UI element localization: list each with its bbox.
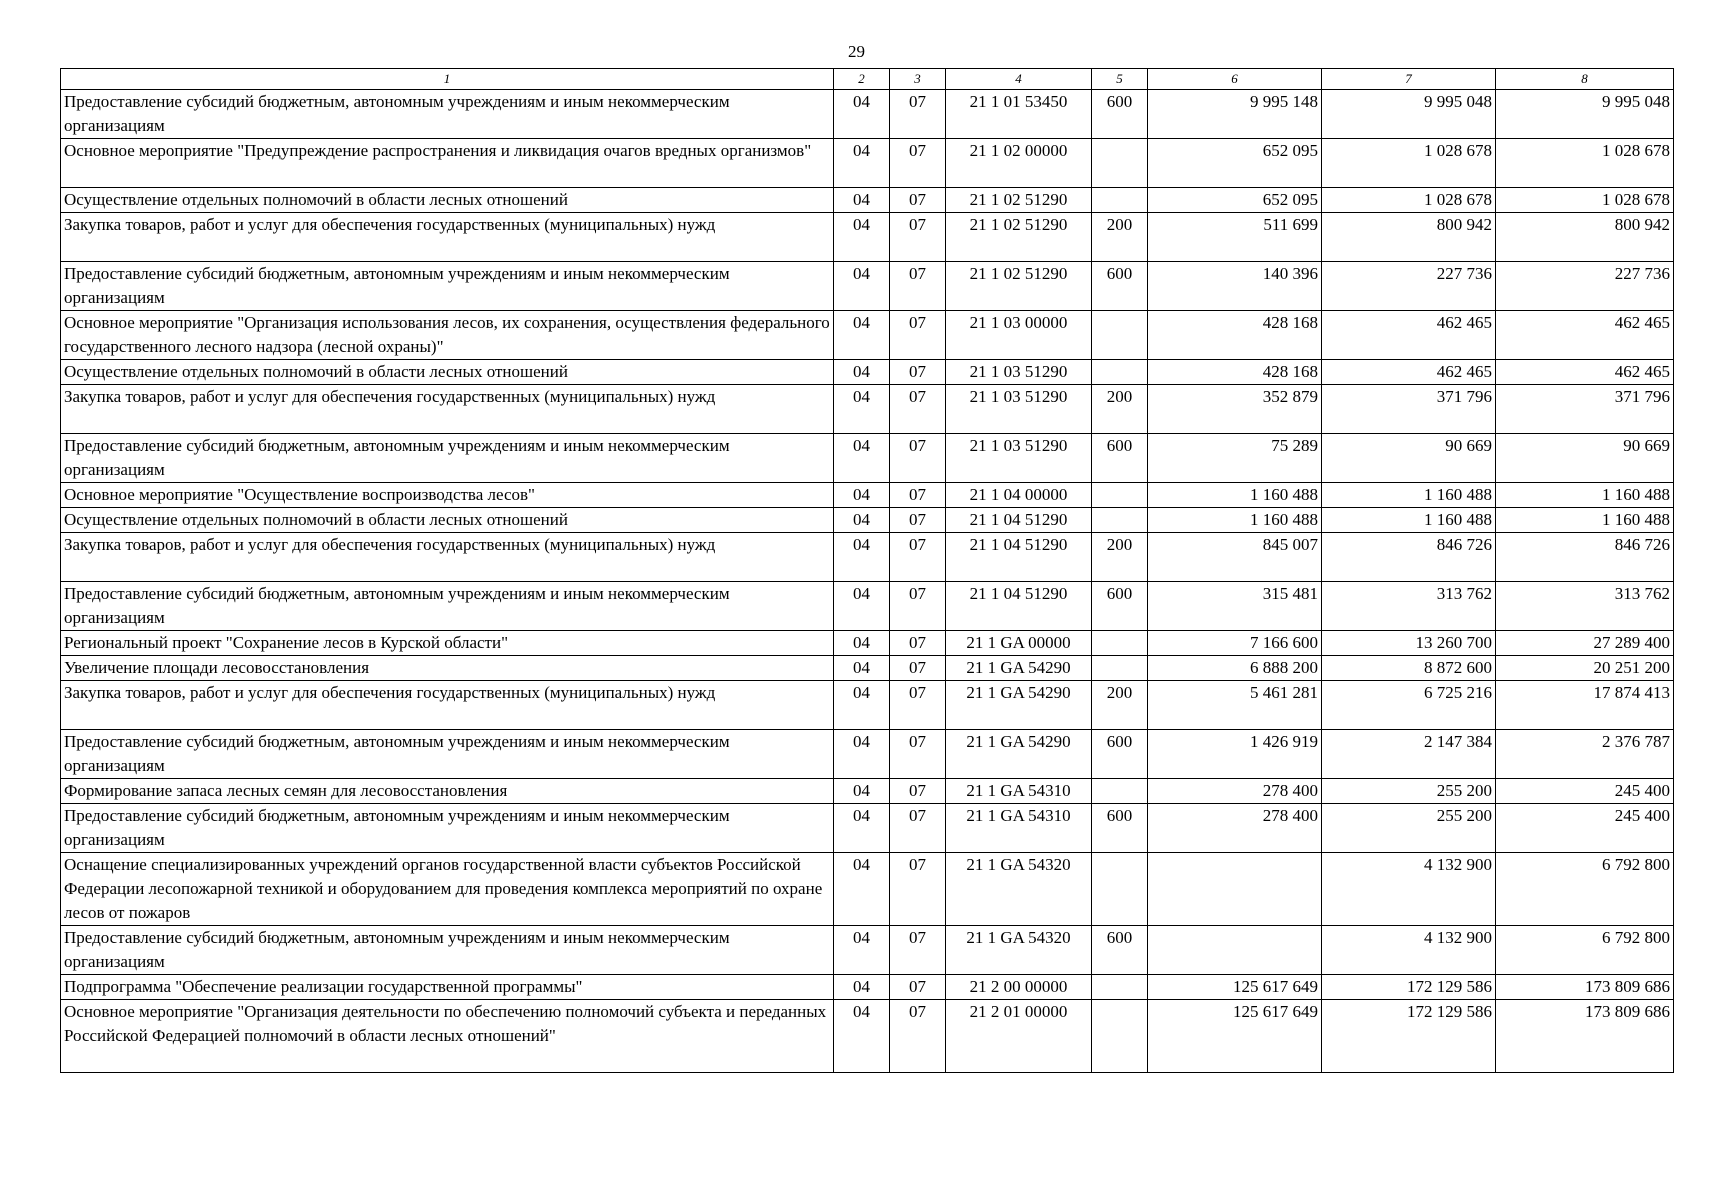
amount-year-3: 1 160 488 xyxy=(1496,483,1674,508)
row-description: Закупка товаров, работ и услуг для обеспечения государственных (муниципальных) нужд xyxy=(61,385,834,434)
amount-year-2: 846 726 xyxy=(1322,533,1496,582)
row-description: Основное мероприятие "Предупреждение распространения и ликвидация очагов вредных организмов" xyxy=(61,139,834,188)
section-code: 04 xyxy=(834,311,890,360)
table-row xyxy=(61,533,1674,582)
row-description: Предоставление субсидий бюджетным, автономным учреждениям и иным некоммерческим организациям xyxy=(61,90,834,139)
amount-year-1: 125 617 649 xyxy=(1148,975,1322,1000)
amount-year-3: 6 792 800 xyxy=(1496,853,1674,926)
amount-year-2: 227 736 xyxy=(1322,262,1496,311)
table-row xyxy=(61,188,1674,213)
row-description: Предоставление субсидий бюджетным, автономным учреждениям и иным некоммерческим организациям xyxy=(61,582,834,631)
amount-year-2: 4 132 900 xyxy=(1322,853,1496,926)
amount-year-1: 6 888 200 xyxy=(1148,656,1322,681)
amount-year-1: 278 400 xyxy=(1148,779,1322,804)
target-article-code: 21 1 02 51290 xyxy=(946,188,1092,213)
row-description: Закупка товаров, работ и услуг для обеспечения государственных (муниципальных) нужд xyxy=(61,213,834,262)
column-header: 6 xyxy=(1148,69,1322,90)
section-code: 04 xyxy=(834,1000,890,1073)
amount-year-1 xyxy=(1148,853,1322,926)
amount-year-2: 1 160 488 xyxy=(1322,483,1496,508)
amount-year-3: 313 762 xyxy=(1496,582,1674,631)
amount-year-2: 1 028 678 xyxy=(1322,139,1496,188)
subsection-code: 07 xyxy=(890,730,946,779)
table-row xyxy=(61,434,1674,483)
table-row xyxy=(61,90,1674,139)
row-description: Региональный проект "Сохранение лесов в Курской области" xyxy=(61,631,834,656)
amount-year-3: 173 809 686 xyxy=(1496,975,1674,1000)
column-header: 2 xyxy=(834,69,890,90)
amount-year-1: 125 617 649 xyxy=(1148,1000,1322,1073)
subsection-code: 07 xyxy=(890,508,946,533)
row-description: Основное мероприятие "Осуществление воспроизводства лесов" xyxy=(61,483,834,508)
row-description: Формирование запаса лесных семян для лесовосстановления xyxy=(61,779,834,804)
amount-year-1: 140 396 xyxy=(1148,262,1322,311)
section-code: 04 xyxy=(834,213,890,262)
amount-year-1: 315 481 xyxy=(1148,582,1322,631)
target-article-code: 21 1 GA 54290 xyxy=(946,730,1092,779)
section-code: 04 xyxy=(834,582,890,631)
column-header: 5 xyxy=(1092,69,1148,90)
amount-year-3: 1 160 488 xyxy=(1496,508,1674,533)
row-description: Осуществление отдельных полномочий в области лесных отношений xyxy=(61,508,834,533)
target-article-code: 21 1 03 51290 xyxy=(946,385,1092,434)
target-article-code: 21 1 GA 00000 xyxy=(946,631,1092,656)
target-article-code: 21 1 GA 54290 xyxy=(946,681,1092,730)
amount-year-1: 7 166 600 xyxy=(1148,631,1322,656)
amount-year-3: 9 995 048 xyxy=(1496,90,1674,139)
subsection-code: 07 xyxy=(890,139,946,188)
amount-year-2: 313 762 xyxy=(1322,582,1496,631)
amount-year-3: 227 736 xyxy=(1496,262,1674,311)
amount-year-2: 90 669 xyxy=(1322,434,1496,483)
table-row xyxy=(61,730,1674,779)
amount-year-2: 172 129 586 xyxy=(1322,975,1496,1000)
column-header: 4 xyxy=(946,69,1092,90)
amount-year-3: 90 669 xyxy=(1496,434,1674,483)
target-article-code: 21 1 GA 54310 xyxy=(946,779,1092,804)
row-description: Предоставление субсидий бюджетным, автономным учреждениям и иным некоммерческим организациям xyxy=(61,262,834,311)
subsection-code: 07 xyxy=(890,656,946,681)
amount-year-2: 2 147 384 xyxy=(1322,730,1496,779)
table-row xyxy=(61,926,1674,975)
target-article-code: 21 1 GA 54310 xyxy=(946,804,1092,853)
subsection-code: 07 xyxy=(890,533,946,582)
table-row xyxy=(61,582,1674,631)
section-code: 04 xyxy=(834,681,890,730)
amount-year-3: 1 028 678 xyxy=(1496,188,1674,213)
amount-year-1: 5 461 281 xyxy=(1148,681,1322,730)
table-row xyxy=(61,975,1674,1000)
section-code: 04 xyxy=(834,360,890,385)
subsection-code: 07 xyxy=(890,434,946,483)
amount-year-1: 278 400 xyxy=(1148,804,1322,853)
target-article-code: 21 1 03 51290 xyxy=(946,434,1092,483)
amount-year-3: 846 726 xyxy=(1496,533,1674,582)
column-header: 3 xyxy=(890,69,946,90)
amount-year-2: 371 796 xyxy=(1322,385,1496,434)
expense-type-code: 600 xyxy=(1092,804,1148,853)
target-article-code: 21 1 02 00000 xyxy=(946,139,1092,188)
amount-year-3: 245 400 xyxy=(1496,779,1674,804)
section-code: 04 xyxy=(834,385,890,434)
column-header: 8 xyxy=(1496,69,1674,90)
amount-year-2: 4 132 900 xyxy=(1322,926,1496,975)
table-row xyxy=(61,483,1674,508)
subsection-code: 07 xyxy=(890,90,946,139)
amount-year-3: 6 792 800 xyxy=(1496,926,1674,975)
amount-year-1: 652 095 xyxy=(1148,139,1322,188)
table-row xyxy=(61,311,1674,360)
amount-year-3: 245 400 xyxy=(1496,804,1674,853)
subsection-code: 07 xyxy=(890,975,946,1000)
section-code: 04 xyxy=(834,483,890,508)
subsection-code: 07 xyxy=(890,213,946,262)
budget-table xyxy=(60,68,1674,1073)
table-row xyxy=(61,139,1674,188)
amount-year-1: 1 160 488 xyxy=(1148,508,1322,533)
target-article-code: 21 1 04 51290 xyxy=(946,508,1092,533)
expense-type-code xyxy=(1092,975,1148,1000)
section-code: 04 xyxy=(834,975,890,1000)
subsection-code: 07 xyxy=(890,631,946,656)
target-article-code: 21 1 04 51290 xyxy=(946,533,1092,582)
section-code: 04 xyxy=(834,90,890,139)
section-code: 04 xyxy=(834,926,890,975)
row-description: Увеличение площади лесовосстановления xyxy=(61,656,834,681)
amount-year-1: 1 426 919 xyxy=(1148,730,1322,779)
amount-year-1: 428 168 xyxy=(1148,311,1322,360)
subsection-code: 07 xyxy=(890,926,946,975)
expense-type-code: 600 xyxy=(1092,926,1148,975)
row-description: Предоставление субсидий бюджетным, автономным учреждениям и иным некоммерческим организациям xyxy=(61,804,834,853)
expense-type-code: 600 xyxy=(1092,582,1148,631)
expense-type-code: 600 xyxy=(1092,262,1148,311)
table-row xyxy=(61,360,1674,385)
table-row xyxy=(61,385,1674,434)
section-code: 04 xyxy=(834,188,890,213)
section-code: 04 xyxy=(834,434,890,483)
subsection-code: 07 xyxy=(890,804,946,853)
row-description: Основное мероприятие "Организация деятельности по обеспечению полномочий субъекта и переданных Российской Федерацией полномочий в области лесных отношений" xyxy=(61,1000,834,1073)
expense-type-code xyxy=(1092,139,1148,188)
target-article-code: 21 1 GA 54320 xyxy=(946,926,1092,975)
target-article-code: 21 1 02 51290 xyxy=(946,213,1092,262)
amount-year-2: 8 872 600 xyxy=(1322,656,1496,681)
subsection-code: 07 xyxy=(890,681,946,730)
row-description: Осуществление отдельных полномочий в области лесных отношений xyxy=(61,360,834,385)
subsection-code: 07 xyxy=(890,311,946,360)
target-article-code: 21 1 02 51290 xyxy=(946,262,1092,311)
subsection-code: 07 xyxy=(890,385,946,434)
section-code: 04 xyxy=(834,508,890,533)
section-code: 04 xyxy=(834,533,890,582)
expense-type-code: 200 xyxy=(1092,533,1148,582)
subsection-code: 07 xyxy=(890,779,946,804)
target-article-code: 21 1 04 51290 xyxy=(946,582,1092,631)
section-code: 04 xyxy=(834,262,890,311)
expense-type-code xyxy=(1092,631,1148,656)
amount-year-3: 2 376 787 xyxy=(1496,730,1674,779)
subsection-code: 07 xyxy=(890,360,946,385)
table-row xyxy=(61,804,1674,853)
amount-year-2: 1 028 678 xyxy=(1322,188,1496,213)
amount-year-2: 462 465 xyxy=(1322,311,1496,360)
expense-type-code xyxy=(1092,508,1148,533)
amount-year-2: 255 200 xyxy=(1322,804,1496,853)
amount-year-3: 20 251 200 xyxy=(1496,656,1674,681)
row-description: Подпрограмма "Обеспечение реализации государственной программы" xyxy=(61,975,834,1000)
expense-type-code xyxy=(1092,656,1148,681)
column-number-row xyxy=(61,69,1674,90)
expense-type-code xyxy=(1092,360,1148,385)
row-description: Закупка товаров, работ и услуг для обеспечения государственных (муниципальных) нужд xyxy=(61,681,834,730)
table-row xyxy=(61,213,1674,262)
section-code: 04 xyxy=(834,656,890,681)
section-code: 04 xyxy=(834,853,890,926)
amount-year-1: 652 095 xyxy=(1148,188,1322,213)
target-article-code: 21 2 01 00000 xyxy=(946,1000,1092,1073)
row-description: Оснащение специализированных учреждений органов государственной власти субъектов Российской Федерации лесопожарной техникой и оборудованием для проведения комплекса мероприятий по охране лесов от пожаров xyxy=(61,853,834,926)
table-row xyxy=(61,779,1674,804)
amount-year-1: 428 168 xyxy=(1148,360,1322,385)
amount-year-1: 845 007 xyxy=(1148,533,1322,582)
amount-year-3: 800 942 xyxy=(1496,213,1674,262)
target-article-code: 21 1 GA 54320 xyxy=(946,853,1092,926)
row-description: Предоставление субсидий бюджетным, автономным учреждениям и иным некоммерческим организациям xyxy=(61,434,834,483)
target-article-code: 21 1 01 53450 xyxy=(946,90,1092,139)
target-article-code: 21 2 00 00000 xyxy=(946,975,1092,1000)
target-article-code: 21 1 03 00000 xyxy=(946,311,1092,360)
amount-year-2: 172 129 586 xyxy=(1322,1000,1496,1073)
table-row xyxy=(61,681,1674,730)
amount-year-1: 352 879 xyxy=(1148,385,1322,434)
row-description: Предоставление субсидий бюджетным, автономным учреждениям и иным некоммерческим организациям xyxy=(61,730,834,779)
column-header: 7 xyxy=(1322,69,1496,90)
amount-year-3: 462 465 xyxy=(1496,360,1674,385)
amount-year-3: 371 796 xyxy=(1496,385,1674,434)
page-number: 29 xyxy=(848,42,865,61)
row-description: Основное мероприятие "Организация использования лесов, их сохранения, осуществления федерального государственного лесного надзора (лесной охраны)" xyxy=(61,311,834,360)
amount-year-3: 27 289 400 xyxy=(1496,631,1674,656)
expense-type-code xyxy=(1092,311,1148,360)
expense-type-code xyxy=(1092,853,1148,926)
section-code: 04 xyxy=(834,139,890,188)
expense-type-code: 600 xyxy=(1092,90,1148,139)
amount-year-2: 255 200 xyxy=(1322,779,1496,804)
expense-type-code xyxy=(1092,1000,1148,1073)
amount-year-3: 17 874 413 xyxy=(1496,681,1674,730)
amount-year-2: 800 942 xyxy=(1322,213,1496,262)
target-article-code: 21 1 04 00000 xyxy=(946,483,1092,508)
amount-year-2: 6 725 216 xyxy=(1322,681,1496,730)
amount-year-2: 13 260 700 xyxy=(1322,631,1496,656)
amount-year-3: 462 465 xyxy=(1496,311,1674,360)
table-row xyxy=(61,1000,1674,1073)
table-row xyxy=(61,631,1674,656)
expense-type-code: 600 xyxy=(1092,730,1148,779)
subsection-code: 07 xyxy=(890,262,946,311)
expense-type-code: 200 xyxy=(1092,213,1148,262)
subsection-code: 07 xyxy=(890,582,946,631)
expense-type-code: 600 xyxy=(1092,434,1148,483)
expense-type-code xyxy=(1092,779,1148,804)
row-description: Осуществление отдельных полномочий в области лесных отношений xyxy=(61,188,834,213)
amount-year-3: 1 028 678 xyxy=(1496,139,1674,188)
amount-year-1: 9 995 148 xyxy=(1148,90,1322,139)
column-header: 1 xyxy=(61,69,834,90)
amount-year-1: 511 699 xyxy=(1148,213,1322,262)
subsection-code: 07 xyxy=(890,853,946,926)
amount-year-2: 462 465 xyxy=(1322,360,1496,385)
row-description: Предоставление субсидий бюджетным, автономным учреждениям и иным некоммерческим организациям xyxy=(61,926,834,975)
expense-type-code: 200 xyxy=(1092,385,1148,434)
row-description: Закупка товаров, работ и услуг для обеспечения государственных (муниципальных) нужд xyxy=(61,533,834,582)
subsection-code: 07 xyxy=(890,1000,946,1073)
amount-year-3: 173 809 686 xyxy=(1496,1000,1674,1073)
amount-year-1 xyxy=(1148,926,1322,975)
table-row xyxy=(61,508,1674,533)
amount-year-1: 1 160 488 xyxy=(1148,483,1322,508)
section-code: 04 xyxy=(834,730,890,779)
target-article-code: 21 1 03 51290 xyxy=(946,360,1092,385)
table-row xyxy=(61,853,1674,926)
subsection-code: 07 xyxy=(890,483,946,508)
table-row xyxy=(61,262,1674,311)
amount-year-2: 1 160 488 xyxy=(1322,508,1496,533)
amount-year-1: 75 289 xyxy=(1148,434,1322,483)
section-code: 04 xyxy=(834,804,890,853)
table-row xyxy=(61,656,1674,681)
amount-year-2: 9 995 048 xyxy=(1322,90,1496,139)
target-article-code: 21 1 GA 54290 xyxy=(946,656,1092,681)
expense-type-code xyxy=(1092,188,1148,213)
section-code: 04 xyxy=(834,631,890,656)
subsection-code: 07 xyxy=(890,188,946,213)
section-code: 04 xyxy=(834,779,890,804)
expense-type-code xyxy=(1092,483,1148,508)
expense-type-code: 200 xyxy=(1092,681,1148,730)
